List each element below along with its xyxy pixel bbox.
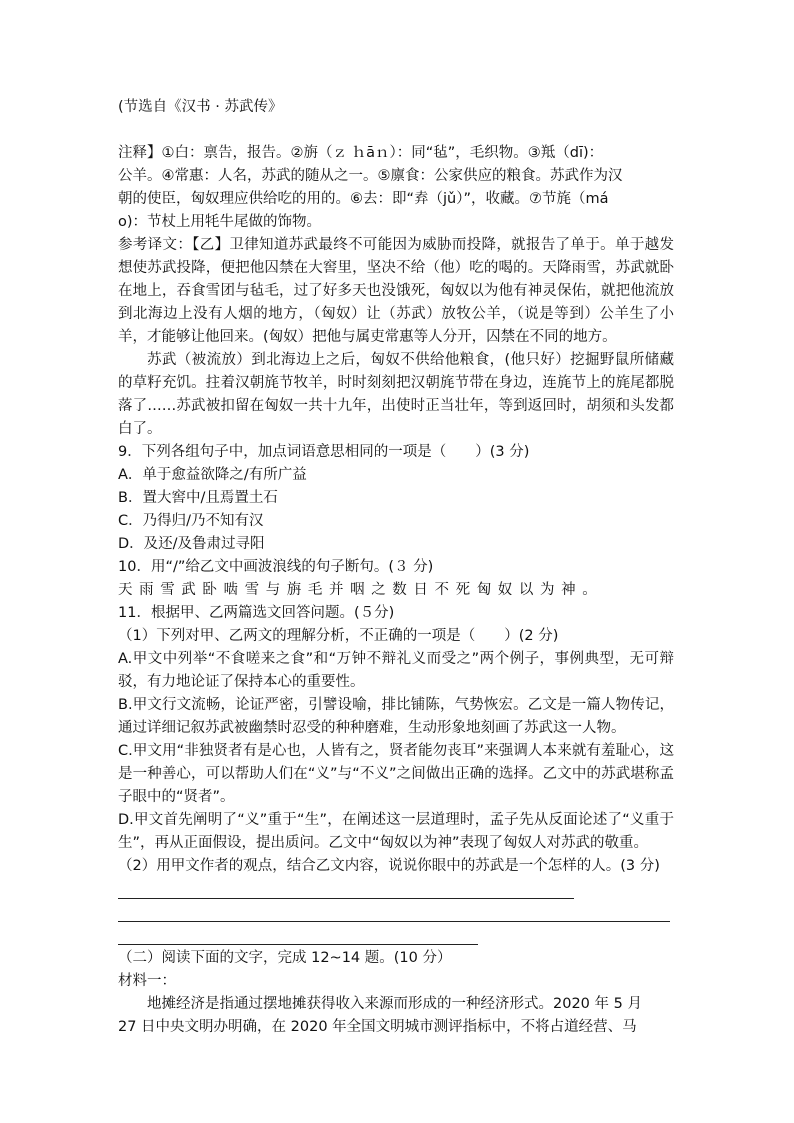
question-11 xyxy=(118,602,674,878)
answer-line[interactable] xyxy=(118,878,574,899)
option-c: C．乃得归/乃不知有汉 xyxy=(118,513,264,529)
question-stem: 11．根据甲、乙两篇选文回答问题。(５分) xyxy=(118,605,395,621)
section-2 xyxy=(118,947,674,1039)
source-citation: (节选自《汉书 · 苏武传》 xyxy=(118,99,283,115)
annotation-line: 公羊。④常惠：人名，苏武的随从之一。⑤廪食：公家供应的粮食。苏武作为汉 xyxy=(118,168,623,184)
question-9 xyxy=(118,441,674,556)
option-a: A．单于愈益欲降之/有所广益 xyxy=(118,467,307,483)
option-d: D.甲文首先阐明了“义”重于“生”，在阐述这一层道理时，孟子先从反面论述了“义重于生”，再从正面假设，提出质问。乙文中“匈奴以为神”表现了匈奴人对苏武的敬重。 xyxy=(118,812,674,851)
annotation-line: 注释】①白：禀告，报告。②旃（ｚ ｈāｎ）：同“毡”，毛织物。③羝（dī)： xyxy=(118,145,604,161)
section-heading: （二）阅读下面的文字，完成 12~14 题。(10 分） xyxy=(118,950,452,966)
translation-paragraph-1: 参考译文：【乙】卫律知道苏武最终不可能因为威胁而投降，就报告了单于。单于越发想使苏武投降，便把他囚禁在大窖里，坚决不给（他）吃的喝的。天降雨雪，苏武就卧在地上，吞食雪团与毡毛，过了好多天也没饿死，匈奴以为他有神灵保佑，就把他流放到北海边上没有人烟的地方，（匈奴）让（苏武）放牧公羊，（说是等到）公羊生了小羊，才能够让他回来。(匈奴）把他与属吏常惠等人分开，囚禁在不同的地方。 xyxy=(118,237,674,345)
option-c: C.甲文用“非独贤者有是心也，人皆有之，贤者能勿丧耳”来强调人本来就有羞耻心，这是一种善心，可以帮助人们在“义”与“不义”之间做出正确的选择。乙文中的苏武堪称孟子眼中的“贤者”。 xyxy=(118,743,674,805)
annotation-line: 朝的使臣，匈奴理应供给吃的用的。⑥去：即“弆（jǔ）”，收藏。⑦节旄（má xyxy=(118,191,609,207)
option-a: A.甲文中列举“不食嗟来之食”和“万钟不辩礼义而受之”两个例子，事例典型，无可辩驳，有力地论证了保持本心的重要性。 xyxy=(118,651,674,690)
option-d: D．及还/及鲁肃过寻阳 xyxy=(118,536,265,552)
answer-line[interactable] xyxy=(118,901,670,922)
material-label: 材料一： xyxy=(118,973,176,989)
material-paragraph-line: 地摊经济是指通过摆地摊获得收入来源而形成的一种经济形式。2020 年 5 月 xyxy=(147,996,642,1012)
sentence-to-punctuate: 天雨雪武卧啮雪与旃毛并咽之数日不死匈奴以为神。 xyxy=(118,582,604,598)
answer-area[interactable] xyxy=(118,878,674,945)
sub-question-2: （2）用甲文作者的观点，结合乙文内容，说说你眼中的苏武是一个怎样的人。(3 分) xyxy=(118,858,660,874)
question-10 xyxy=(118,556,674,602)
translation-paragraph-2: 苏武（被流放）到北海边上之后，匈奴不供给他粮食，(他只好）挖掘野鼠所储藏的草籽充饥。拄着汉朝旄节牧羊，时时刻刻把汉朝旄节带在身边，连旄节上的旄尾都脱落了……苏武被扣留在匈奴一共十九年，出使时正当壮年，等到返回时，胡须和头发都白了。 xyxy=(118,352,674,437)
document-page xyxy=(118,96,674,1039)
annotation-line: o)：节杖上用牦牛尾做的饰物。 xyxy=(118,214,322,230)
question-stem: 10．用“/”给乙文中画波浪线的句子断句。(３ 分) xyxy=(118,559,434,575)
material-paragraph-line: 27 日中央文明办明确，在 2020 年全国文明城市测评指标中，不将占道经营、马 xyxy=(118,1019,637,1035)
answer-line[interactable] xyxy=(118,924,478,945)
option-b: B.甲文行文流畅，论证严密，引譬设喻，排比铺陈，气势恢宏。乙文是一篇人物传记，通过详细记叙苏武被幽禁时忍受的种种磨难，生动形象地刻画了苏武这一人物。 xyxy=(118,697,674,736)
annotations xyxy=(118,142,674,234)
option-b: B．置大窖中/且焉置土石 xyxy=(118,490,278,506)
blank-line xyxy=(118,119,674,142)
question-stem: 9．下列各组句子中，加点词语意思相同的一项是（ ）(3 分) xyxy=(118,444,530,460)
sub-question-1: （1）下列对甲、乙两文的理解分析，不正确的一项是（ ）(2 分) xyxy=(118,628,559,644)
